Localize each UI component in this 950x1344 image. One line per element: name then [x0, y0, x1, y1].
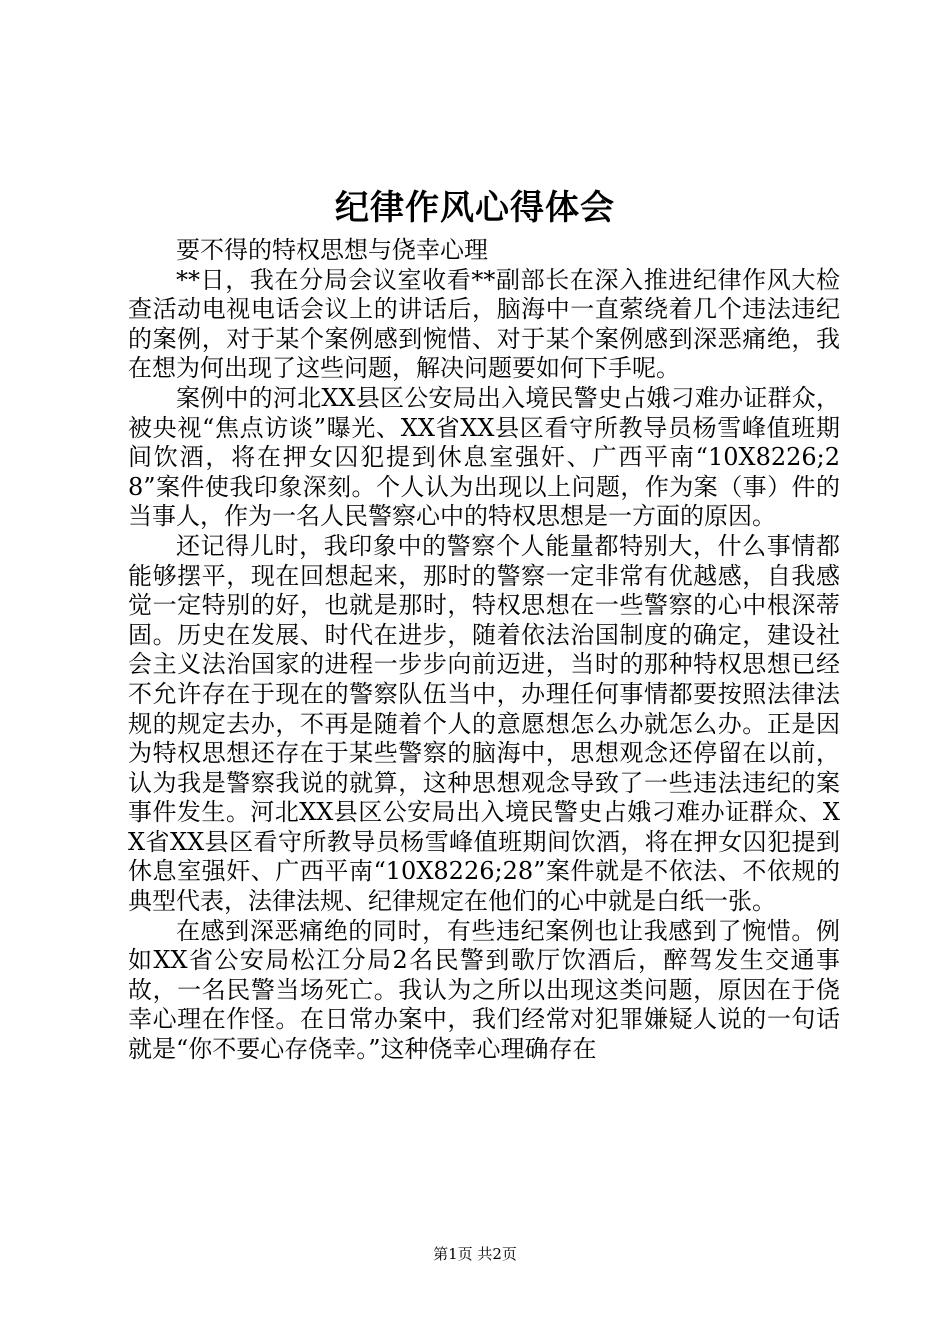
body-paragraph: 还记得儿时，我印象中的警察个人能量都特别大，什么事情都能够摆平，现在回想起来，那时的警察一定非常有优越感，自我感觉一定特别的好，也就是那时，特权思想在一些警察的心中根深蒂固。历史在发展、时代在进步，随着依法治国制度的确定，建设社会主义法治国家的进程一步步向前迈进，当时的那种特权思想已经不允许存在于现在的警察队伍当中，办理任何事情都要按照法律法规的规定去办，不再是随着个人的意愿想怎么办就怎么办。正是因为特权思想还存在于某些警察的脑海中，思想观念还停留在以前，认为我是警察我说的就算，这种思想观念导致了一些违法违纪的案事件发生。河北XX县区公安局出入境民警史占娥刁难办证群众、XX省XX县区看守所教导员杨雪峰值班期间饮酒，将在押女囚犯提到休息室强奸、广西平南“10X8226;28”案件就是不依法、不依规的典型代表，法律法规、纪律规定在他们的心中就是白纸一张。: [128, 531, 840, 916]
page-number-footer: 第1页 共2页: [433, 1245, 517, 1263]
body-paragraph: 在感到深恶痛绝的同时，有些违纪案例也让我感到了惋惜。例如XX省公安局松江分局2名民警到歌厅饮酒后，醉驾发生交通事故，一名民警当场死亡。我认为之所以出现这类问题，原因在于侥幸心理在作怪。在日常办案中，我们经常对犯罪嫌疑人说的一句话就是“你不要心存侥幸。”这种侥幸心理确存在: [128, 916, 840, 1064]
document-title: 纪律作风心得体会: [335, 188, 615, 228]
subtitle-paragraph: 要不得的特权思想与侥幸心理: [176, 236, 488, 264]
body-paragraph: **日，我在分局会议室收看**副部长在深入推进纪律作风大检查活动电视电话会议上的讲话后，脑海中一直萦绕着几个违法违纪的案例，对于某个案例感到惋惜、对于某个案例感到深恶痛绝，我在想为何出现了这些问题，解决问题要如何下手呢。: [128, 265, 840, 383]
body-paragraph: 案例中的河北XX县区公安局出入境民警史占娥刁难办证群众，被央视“焦点访谈”曝光、XX省XX县区看守所教导员杨雪峰值班期间饮酒，将在押女囚犯提到休息室强奸、广西平南“10X8226;28”案件使我印象深刻。个人认为出现以上问题，作为案（事）件的当事人，作为一名人民警察心中的特权思想是一方面的原因。: [128, 383, 840, 531]
document-body: [128, 236, 840, 1065]
